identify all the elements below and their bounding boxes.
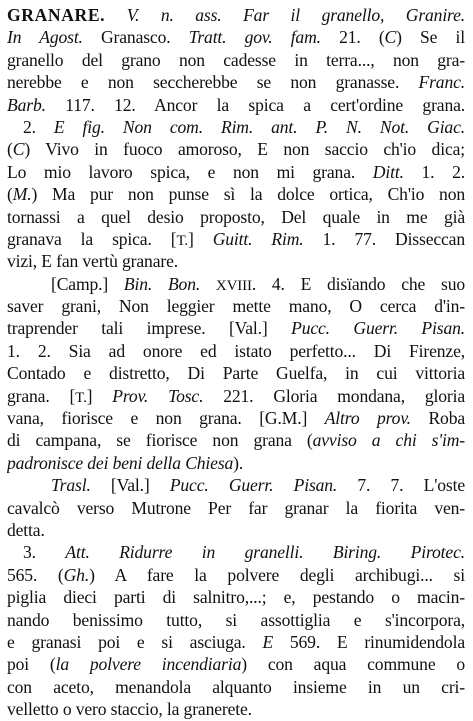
text-run: cavalcò verso Mutrone Per far granar la fiorita ven- [7, 497, 465, 518]
text-run: e granasi poi e si asciuga. [7, 631, 263, 652]
text-run: ( [7, 139, 13, 160]
italic-text: E fig. Non com. Rim. ant. P. N. Not. Giac. [53, 116, 465, 137]
text-run: 3. [23, 542, 66, 563]
italic-text: Gh. [63, 564, 90, 585]
entry-line [7, 340, 465, 362]
entry-line [7, 407, 465, 429]
text-run: 221. Gloria mondana, gloria [203, 385, 465, 406]
text-run: vana, fiorisce e non grana. [G.M.] [7, 408, 325, 429]
text-run: poi ( [7, 654, 56, 675]
italic-text: Guitt. Rim. [212, 228, 304, 249]
italic-text: C [12, 139, 25, 160]
italic-text: Altro prov. [324, 408, 411, 429]
entry-line [7, 519, 465, 541]
text-run: tornassi a quel desio proposto, Del quale in me già [7, 206, 465, 227]
text-run: con aceto, menandola alquanto insieme in un cri- [7, 676, 465, 697]
entry-line [7, 631, 465, 653]
entry-line [7, 71, 465, 93]
text-run: [Val.] [90, 475, 170, 496]
text-run: traprender tali imprese. [Val.] [7, 318, 292, 339]
entry-line [7, 228, 465, 250]
dictionary-entry-granare [7, 4, 465, 721]
small-caps-text: XVIII [215, 277, 252, 294]
entry-line [7, 653, 465, 675]
small-caps-text: T. [75, 389, 87, 406]
text-run: 1. 2. Sia ad onore ed istato perfetto... Di Firenze, [7, 340, 465, 361]
text-run: Granasco. [82, 27, 189, 48]
text-run: ) Se il [396, 27, 465, 48]
entry-line [7, 273, 465, 295]
text-run: [Camp.] [51, 273, 124, 294]
text-run: 569. E rinumidendola [273, 631, 465, 652]
italic-text: la polvere incendiaria [55, 654, 242, 675]
text-run: grana. [ [7, 385, 76, 406]
text-run: granava la spica. [ [7, 228, 177, 249]
italic-text: V. n. ass. Far il granello, Granire. [126, 5, 465, 25]
text-run: . 4. E disïando che suo [251, 273, 465, 294]
text-run: Roba [410, 408, 465, 429]
italic-text: E [262, 631, 274, 652]
text-run: saver grani, Non leggier mette mano, O cerca d'in- [7, 296, 465, 317]
entry-line [7, 564, 465, 586]
text-run: 117. 12. Ancor la spica a cert'ordine grana. [45, 94, 465, 115]
italic-text: C [384, 27, 397, 48]
text-run: di campana, se fiorisce non grana ( [7, 430, 313, 451]
text-run: ) con aqua commune o [241, 654, 465, 675]
text-run: ) A fare la polvere degli archibugi... si [89, 564, 465, 585]
text-run: ] [187, 228, 213, 249]
text-run: vizi, E fan vertù granare. [7, 251, 178, 272]
entry-line [7, 609, 465, 631]
entry-line [7, 541, 465, 563]
entry-line [7, 26, 465, 48]
entry-line [7, 676, 465, 698]
text-run: 21. ( [320, 27, 385, 48]
entry-line [7, 250, 465, 272]
text-run: granello del grano non cadesse in terra..., non gra- [7, 49, 465, 70]
text-run [105, 5, 127, 25]
text-run: 1. 2. [403, 161, 465, 182]
text-run: nando benissimo tutto, si assottiglia e s'incorpora, [7, 609, 465, 630]
entry-line [7, 362, 465, 384]
text-run: detta. [7, 519, 45, 540]
entry-line [7, 497, 465, 519]
text-run: ) Vivo in fuoco amoroso, E non saccio ch'io dica; [24, 139, 465, 160]
italic-text: Barb. [7, 94, 46, 115]
entry-line [7, 698, 465, 720]
headword: GRANARE. [7, 5, 106, 25]
italic-text: Franc. [418, 72, 465, 93]
italic-text: Bin. Bon. [123, 273, 201, 294]
italic-text: Pucc. Guerr. Pisan. [291, 318, 465, 339]
text-run: piglia dieci parti di salnitro,...; e, pestando o macin- [7, 587, 465, 608]
text-run: velletto o vero staccio, la granerete. [7, 699, 252, 720]
entry-line [7, 116, 465, 138]
text-run: 7. 7. L'oste [337, 475, 465, 496]
text-run: nerebbe e non seccherebbe se non granasse. [7, 72, 419, 93]
italic-text: padronisce dei beni della Chiesa [7, 452, 234, 473]
italic-text: avviso a chi s'im- [312, 430, 465, 451]
text-run: Lo mio lavoro spica, e non mi grana. [7, 161, 373, 182]
italic-text: Ditt. [372, 161, 404, 182]
entry-line [7, 317, 465, 339]
italic-text: M. [12, 184, 32, 205]
entry-line [7, 474, 465, 496]
entry-line [7, 183, 465, 205]
italic-text: Pucc. Guerr. Pisan. [169, 475, 338, 496]
entry-line [7, 94, 465, 116]
text-run: ) Ma pur non punse sì la dolce ortica, Ch'io non [31, 184, 465, 205]
entry-line [7, 586, 465, 608]
entry-line [7, 4, 465, 26]
entry-line [7, 49, 465, 71]
italic-text: Tratt. gov. fam. [188, 27, 321, 48]
small-caps-text: T. [176, 232, 188, 249]
italic-text: Prov. Tosc. [112, 385, 204, 406]
text-run: ). [233, 452, 244, 473]
entry-line [7, 429, 465, 451]
entry-line [7, 138, 465, 160]
text-run [200, 274, 216, 294]
text-run: Contado e distretto, Di Parte Guelfa, in cui vittoria [7, 363, 465, 384]
text-run: 1. 77. Disseccan [303, 228, 465, 249]
text-run: ] [86, 385, 113, 406]
italic-text: Att. Ridurre in granelli. Biring. Pirotec. [65, 542, 465, 563]
italic-text: In Agost. [7, 27, 83, 48]
entry-line [7, 385, 465, 407]
text-run: ( [7, 184, 13, 205]
entry-line [7, 452, 465, 474]
italic-text: Trasl. [51, 475, 91, 496]
entry-line [7, 161, 465, 183]
text-run: 2. [23, 116, 54, 137]
entry-line [7, 206, 465, 228]
text-run: 565. ( [7, 564, 64, 585]
entry-line [7, 295, 465, 317]
